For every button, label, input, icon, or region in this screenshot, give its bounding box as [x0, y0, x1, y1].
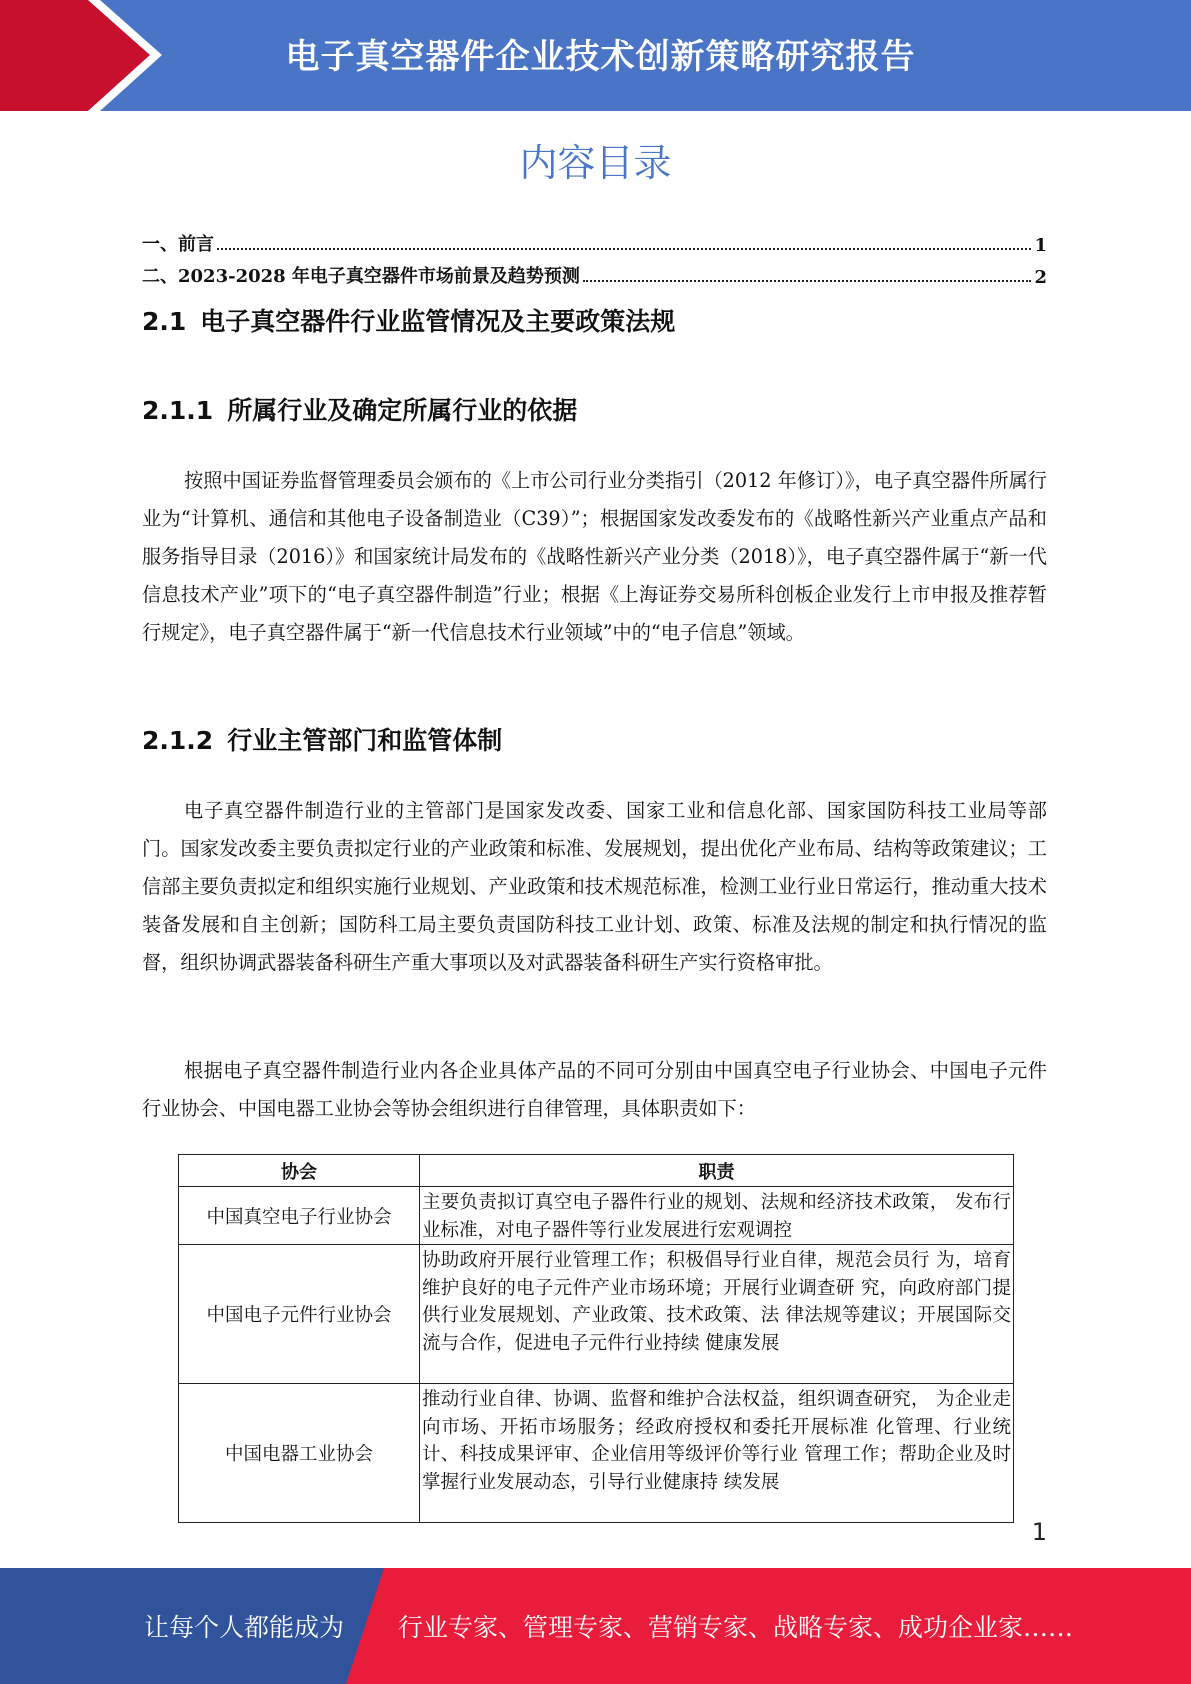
association-duty-cell: 主要负责拟订真空电子器件行业的规划、法规和经济技术政策， 发布行业标准，对电子器件等行业发展进行宏观调控: [420, 1187, 1014, 1245]
toc-item-page: 2: [1034, 267, 1047, 288]
body-paragraph: 根据电子真空器件制造行业内各企业具体产品的不同可分别由中国真空电子行业协会、中国电子元件行业协会、中国电器工业协会等协会组织进行自律管理，具体职责如下：: [142, 1059, 1047, 1120]
body-paragraph: 按照中国证券监督管理委员会颁布的《上市公司行业分类指引（2012 年修订）》，电子真空器件所属行业为“计算机、通信和其他电子设备制造业（C39）”；根据国家发改委发布的《战略性新兴产业重点产品和服务指导目录（2016）》和国家统计局发布的《战略性新兴产业分类（2018）》，电子真空器件属于“新一代信息技术产业”项下的“电子真空器件制造”行业；根据《上海证券交易所科创板企业发行上市申报及推荐暂行规定》，电子真空器件属于“新一代信息技术行业领域”中的“电子信息”领域。: [142, 469, 1047, 644]
section-title: 行业主管部门和监管体制: [227, 726, 503, 755]
table-header-cell: 职责: [420, 1155, 1014, 1187]
section-title: 电子真空器件行业监管情况及主要政策法规: [200, 307, 676, 336]
association-name-cell: 中国真空电子行业协会: [179, 1187, 420, 1245]
association-duty-cell: 协助政府开展行业管理工作；积极倡导行业自律，规范会员行 为，培育维护良好的电子元件产业市场环境；开展行业调查研 究，向政府部门提供行业发展规划、产业政策、技术政策、法 律法规等建议；开展国际交流与合作，促进电子元件行业持续 健康发展: [420, 1245, 1014, 1384]
footer-slogan-right: 行业专家、管理专家、营销专家、战略专家、成功企业家……: [398, 1613, 1074, 1642]
association-duties-table: [178, 1154, 1014, 1523]
association-name-cell: 中国电子元件行业协会: [179, 1245, 420, 1384]
section-title: 所属行业及确定所属行业的依据: [227, 396, 578, 425]
toc-leader-dots: [217, 248, 1031, 250]
table-row: [179, 1187, 1014, 1245]
body-paragraph: 电子真空器件制造行业的主管部门是国家发改委、国家工业和信息化部、国家国防科技工业局等部门。国家发改委主要负责拟定行业的产业政策和标准、发展规划，提出优化产业布局、结构等政策建议；工信部主要负责拟定和组织实施行业规划、产业政策和技术规范标准，检测工业行业日常运行，推动重大技术装备发展和自主创新；国防科工局主要负责国防科技工业计划、政策、标准及法规的制定和执行情况的监督，组织协调武器装备科研生产重大事项以及对武器装备科研生产实行资格审批。: [142, 799, 1047, 974]
table-row: [179, 1245, 1014, 1384]
report-title: 电子真空器件企业技术创新策略研究报告: [285, 36, 916, 77]
page-number: 1: [1031, 1518, 1047, 1546]
footer-banner: [0, 1568, 1191, 1684]
table-row: [179, 1384, 1014, 1523]
association-duty-cell: 推动行业自律、协调、监督和维护合法权益，组织调查研究， 为企业走向市场、开拓市场服务；经政府授权和委托开展标准 化管理、行业统计、科技成果评审、企业信用等级评价等行业 管理工作；帮助企业及时掌握行业发展动态，引导行业健康持 续发展: [420, 1384, 1014, 1523]
toc-item-label: 一、前言: [142, 234, 214, 255]
toc-item-label: 二、2023-2028 年电子真空器件市场前景及趋势预测: [142, 266, 580, 287]
toc-leader-dots: [583, 280, 1032, 282]
table-header-row: [179, 1155, 1014, 1187]
section-number: 2.1.1: [142, 396, 214, 425]
toc-title: 内容目录: [519, 141, 672, 185]
toc-item[interactable]: [142, 256, 1047, 288]
header-banner: [0, 0, 1191, 111]
table-header-cell: 协会: [179, 1155, 420, 1187]
section-number: 2.1.2: [142, 726, 214, 755]
table-of-contents: [142, 224, 1047, 288]
toc-item[interactable]: [142, 224, 1047, 256]
association-name-cell: 中国电器工业协会: [179, 1384, 420, 1523]
section-heading-2-1-2: [142, 721, 502, 757]
footer-slogan-left: 让每个人都能成为: [144, 1613, 345, 1642]
section-heading-2-1-1: [142, 391, 577, 427]
section-number: 2.1: [142, 307, 187, 336]
section-heading-2-1: [142, 302, 675, 338]
toc-item-page: 1: [1034, 235, 1047, 256]
